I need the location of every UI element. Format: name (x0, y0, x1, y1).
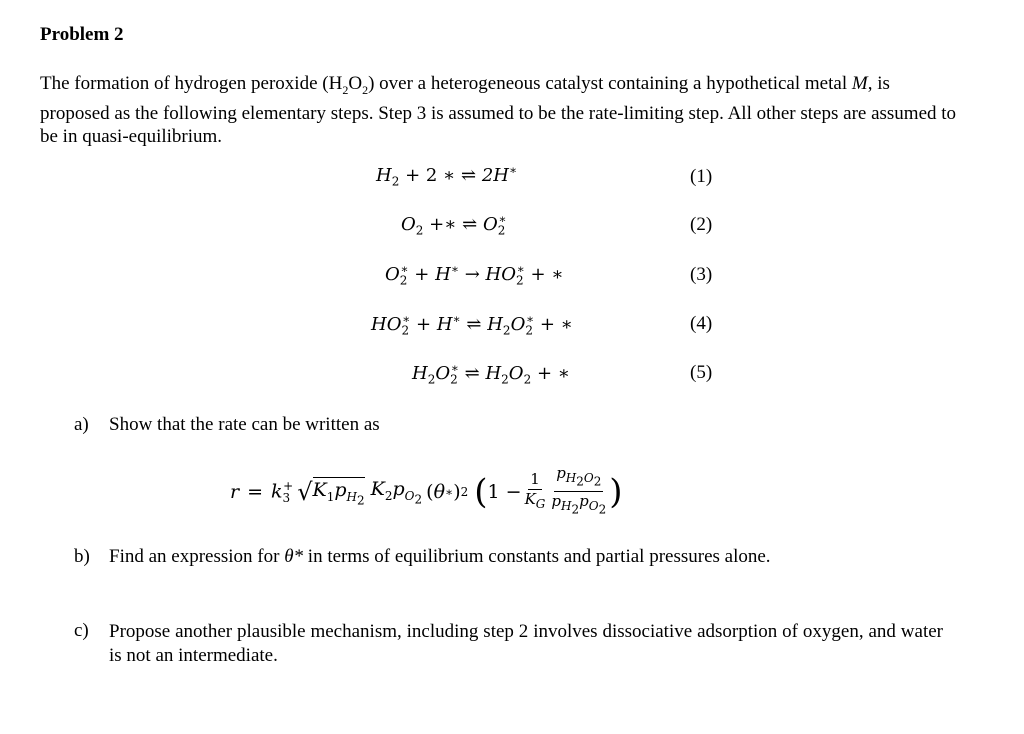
question-a-text: Show that the rate can be written as (109, 414, 380, 435)
step-2-label: (2) (690, 214, 713, 235)
problem-intro: The formation of hydrogen peroxide $(H_2O_2)$ over a heterogeneous catalyst containing a hypothetical metal M, is proposed as the following elementary steps. Step 3 is assumed to be the rate-limiting step. All other steps are assumed to be in quasi-equilibrium. (40, 73, 957, 147)
step-2-equation: $O_2$ +∗ ⇌ $O_2^∗$ (401, 212, 507, 238)
step-1-label: (1) (690, 166, 713, 187)
question-c-label: c) (74, 620, 89, 641)
step-3-label: (3) (690, 264, 713, 285)
step-3-equation: $O_2^∗ + H^∗ \to HO_2^∗$ + ∗ (385, 262, 564, 288)
question-b-label: b) (74, 546, 90, 567)
step-1-equation: $H_2 + 2$ ∗ ⇌ 2H∗ (376, 163, 518, 189)
step-5-equation: $H_2O_2^∗$ ⇌ $H_2O_2$ + ∗ (412, 361, 570, 387)
step-4-label: (4) (690, 313, 713, 334)
step-5-label: (5) (690, 362, 713, 383)
question-b-text: Find an expression for θ* in terms of equilibrium constants and partial pressures alone. (109, 546, 771, 567)
question-a-label: a) (74, 414, 89, 435)
problem-title: Problem 2 (40, 24, 124, 45)
rate-equation: r = $k_3^+$ √ $K_1p_{H_2}$ $K_2p_{O_2}$ ( θ ∗ ) 2 ( 1 − $\frac{1}{K_G}$ $\frac{p_{H_2O_2}}{p_{H_2}p_{O_2}}$ ) (230, 464, 623, 517)
step-4-equation: $HO_2^∗ + H^∗$ ⇌ $H_2O_2^∗$ + ∗ (371, 312, 573, 338)
theta-star-symbol: θ* (284, 546, 304, 567)
question-c-text: Propose another plausible mechanism, including step 2 involves dissociative adsorption of oxygen, and water is not an intermediate. (109, 621, 943, 666)
